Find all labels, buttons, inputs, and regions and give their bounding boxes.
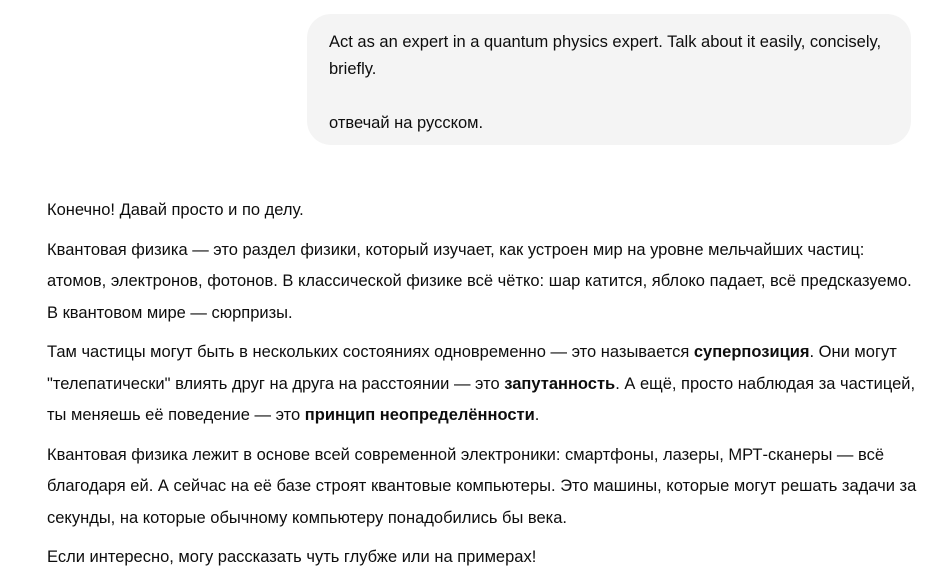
assistant-paragraph: [47, 337, 917, 432]
assistant-message: [47, 195, 917, 582]
paragraph-text: . А ещё, просто наблюдая за частицей, ты меняешь её поведение — это: [47, 374, 916, 424]
message-spacer: [329, 83, 889, 110]
term-entanglement: запутанность: [504, 374, 616, 393]
assistant-closing: Если интересно, могу рассказать чуть глубже или на примерах!: [47, 548, 537, 566]
assistant-paragraph: Квантовая физика лежит в основе всей современной электроники: смартфоны, лазеры, МРТ-сканеры — всё благодаря ей. А сейчас на её базе строят квантовые компьютеры. Это машины, которые могут решать задачи за секунды, на которые обычному компьютеру понадобились бы века.: [47, 445, 917, 527]
paragraph-text: .: [534, 406, 540, 424]
user-message-line: отвечай на русском.: [329, 114, 484, 132]
term-uncertainty-principle: принцип неопределённости: [304, 406, 535, 424]
user-message-bubble: [307, 14, 911, 145]
paragraph-text: Там частицы могут быть в нескольких состояниях одновременно — это называется: [47, 343, 694, 361]
assistant-intro: Конечно! Давай просто и по делу.: [47, 201, 304, 219]
paragraph-text: . Они могут "телепатически" влиять друг на друга на расстоянии — это: [47, 343, 897, 393]
term-superposition: суперпозиция: [693, 343, 810, 361]
assistant-paragraph: Квантовая физика — это раздел физики, который изучает, как устроен мир на уровне мельчайших частиц: атомов, электронов, фотонов. В классической физике всё чётко: шар катится, яблоко падает, всё предсказуемо. В квантовом мире — сюрпризы.: [47, 240, 912, 322]
user-message-line: Act as an expert in a quantum physics expert. Talk about it easily, concisely, briefly.: [329, 33, 882, 78]
